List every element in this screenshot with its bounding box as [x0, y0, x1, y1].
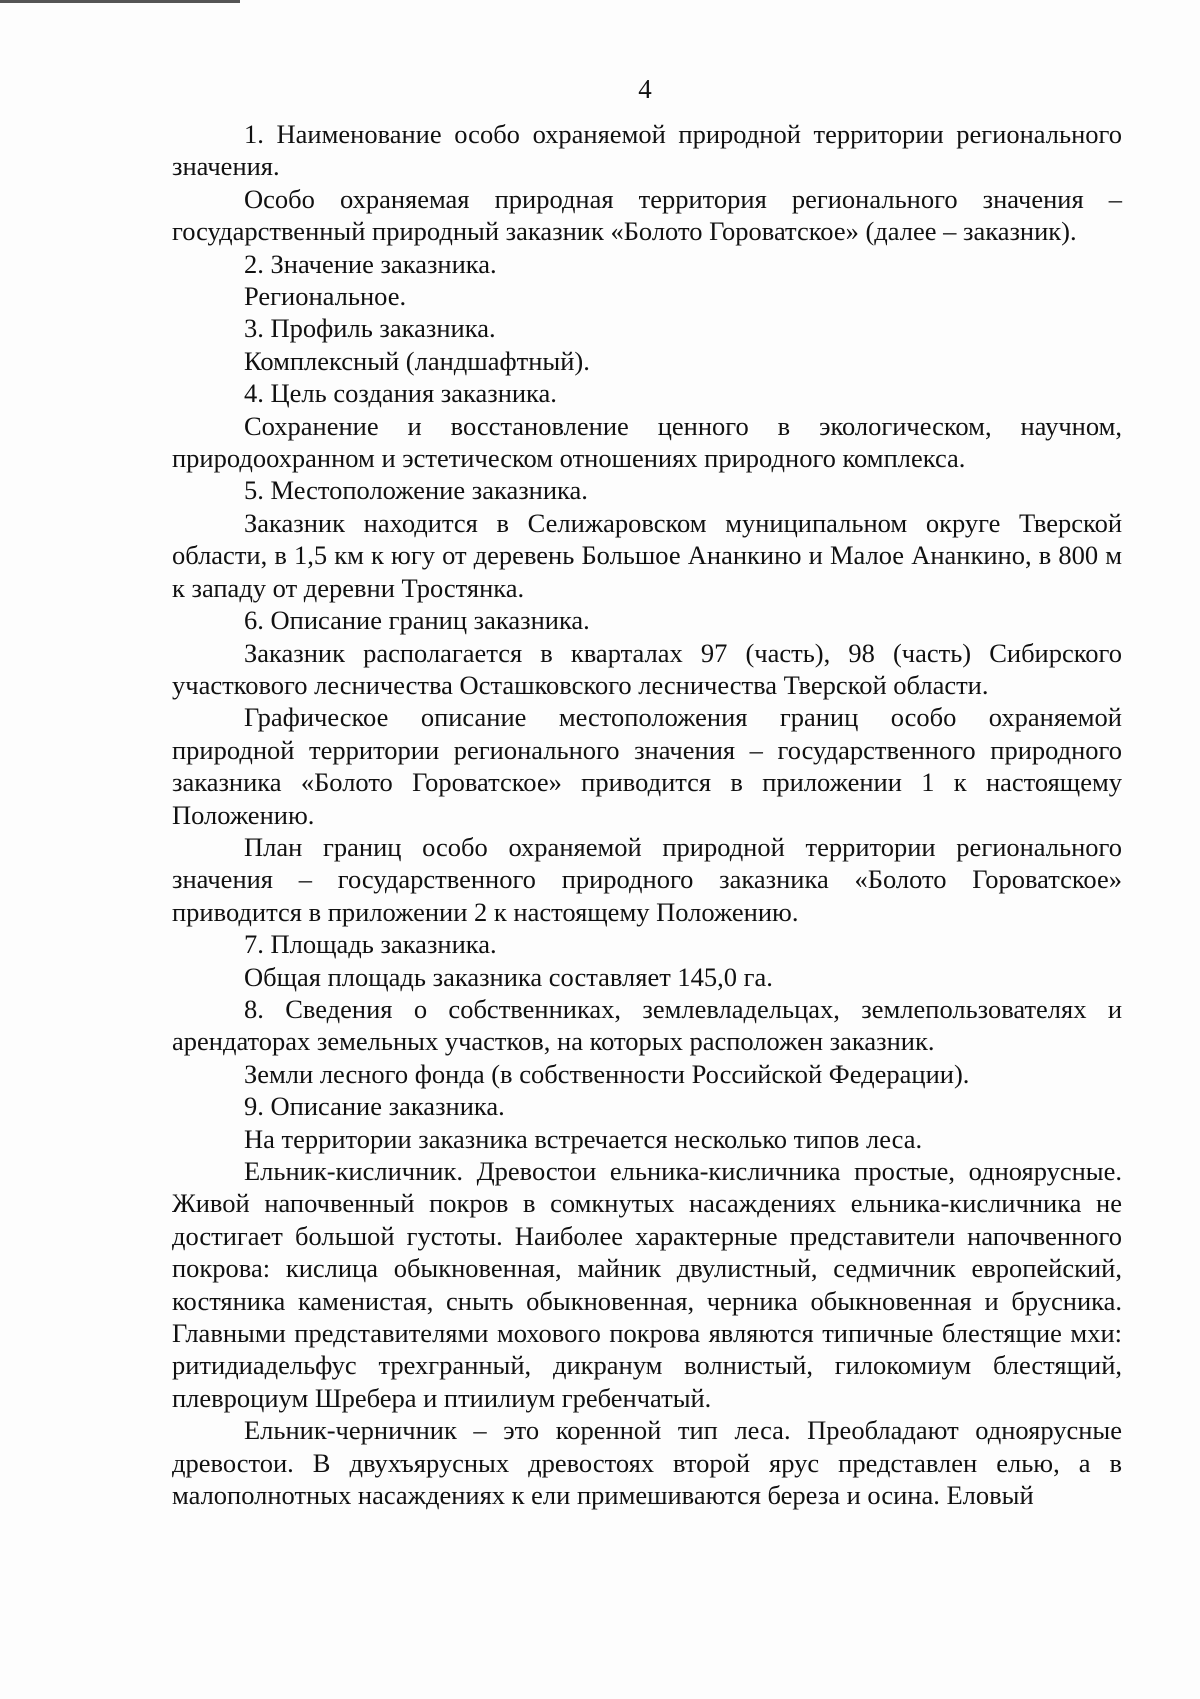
paragraph-territory-definition: Особо охраняемая природная территория регионального значения – государственный природный заказник «Болото Гороватское» (далее – заказник). [172, 183, 1122, 247]
paragraph-item-1-name: 1. Наименование особо охраняемой природной территории регионального значения. [172, 119, 1122, 182]
paragraph-boundaries-quarters: Заказник располагается в кварталах 97 (часть), 98 (часть) Сибирского участкового лесничества Осташковского лесничества Тверской области. [172, 637, 1122, 700]
paragraph-location-value: Заказник находится в Селижаровском муниципальном округе Тверской области, в 1,5 км к югу от деревень Большое Ананкино и Малое Ананкино, в 800 м к западу от деревни Тростянка. [172, 507, 1122, 603]
paragraph-spruce-bilberry-forest: Ельник-черничник – это коренной тип леса. Преобладают одноярусные древостои. В двухъярусных древостоях второй ярус представлен елью, а в малополнотных насаждениях к ели примешиваются береза и осина. Еловый [172, 1415, 1122, 1511]
paragraph-item-5-location: 5. Местоположение заказника. [244, 475, 588, 506]
paragraph-spruce-oxalis-forest: Ельник-кисличник. Древостои ельника-кисличника простые, одноярусные. Живой напочвенный покров в сомкнутых насаждениях ельника-кисличника не достигает большой густоты. Наиболее характерные представители напочвенного покрова: кислица обыкновенная, майник двулистный, седмичник европейский, костяника каменистая, сныть обыкновенная, черника обыкновенная и брусника. Главными представителями мохового покрова являются типичные блестящие мхи: ритидиадельфус трехгранный, дикранум волнистый, гилокомиум блестящий, плевроциум Шребера и птиилиум гребенчатый. [172, 1156, 1122, 1413]
scan-edge-mark [0, 0, 240, 3]
paragraph-boundaries-graphic-description: Графическое описание местоположения границ особо охраняемой природной территории регионального значения – государственного природного заказника «Болото Гороватское» приводится в приложении 1 к настоящему Положению. [172, 702, 1122, 830]
paragraph-forest-types-intro: На территории заказника встречается несколько типов леса. [244, 1123, 923, 1154]
paragraph-purpose-value: Сохранение и восстановление ценного в экологическом, научном, природоохранном и эстетическом отношениях природного комплекса. [172, 410, 1122, 474]
paragraph-item-3-profile: 3. Профиль заказника. [244, 313, 496, 344]
document-body [172, 118, 1122, 1511]
paragraph-profile-value: Комплексный (ландшафтный). [244, 345, 590, 376]
paragraph-owners-value: Земли лесного фонда (в собственности Российской Федерации). [244, 1058, 970, 1089]
paragraph-item-4-purpose: 4. Цель создания заказника. [244, 378, 557, 409]
paragraph-item-8-owners: 8. Сведения о собственниках, землевладельцах, землепользователях и арендаторах земельных участков, на которых расположен заказник. [172, 993, 1122, 1057]
page-number: 4 [638, 74, 652, 104]
paragraph-area-value: Общая площадь заказника составляет 145,0 га. [244, 961, 773, 992]
paragraph-item-6-boundaries: 6. Описание границ заказника. [244, 605, 590, 636]
paragraph-item-2-significance: 2. Значение заказника. [244, 248, 497, 279]
paragraph-significance-value: Региональное. [244, 281, 407, 312]
paragraph-boundaries-plan: План границ особо охраняемой природной территории регионального значения – государственного природного заказника «Болото Гороватское» приводится в приложении 2 к настоящему Положению. [172, 831, 1122, 927]
paragraph-item-9-description: 9. Описание заказника. [244, 1091, 505, 1122]
paragraph-item-7-area: 7. Площадь заказника. [244, 929, 497, 960]
